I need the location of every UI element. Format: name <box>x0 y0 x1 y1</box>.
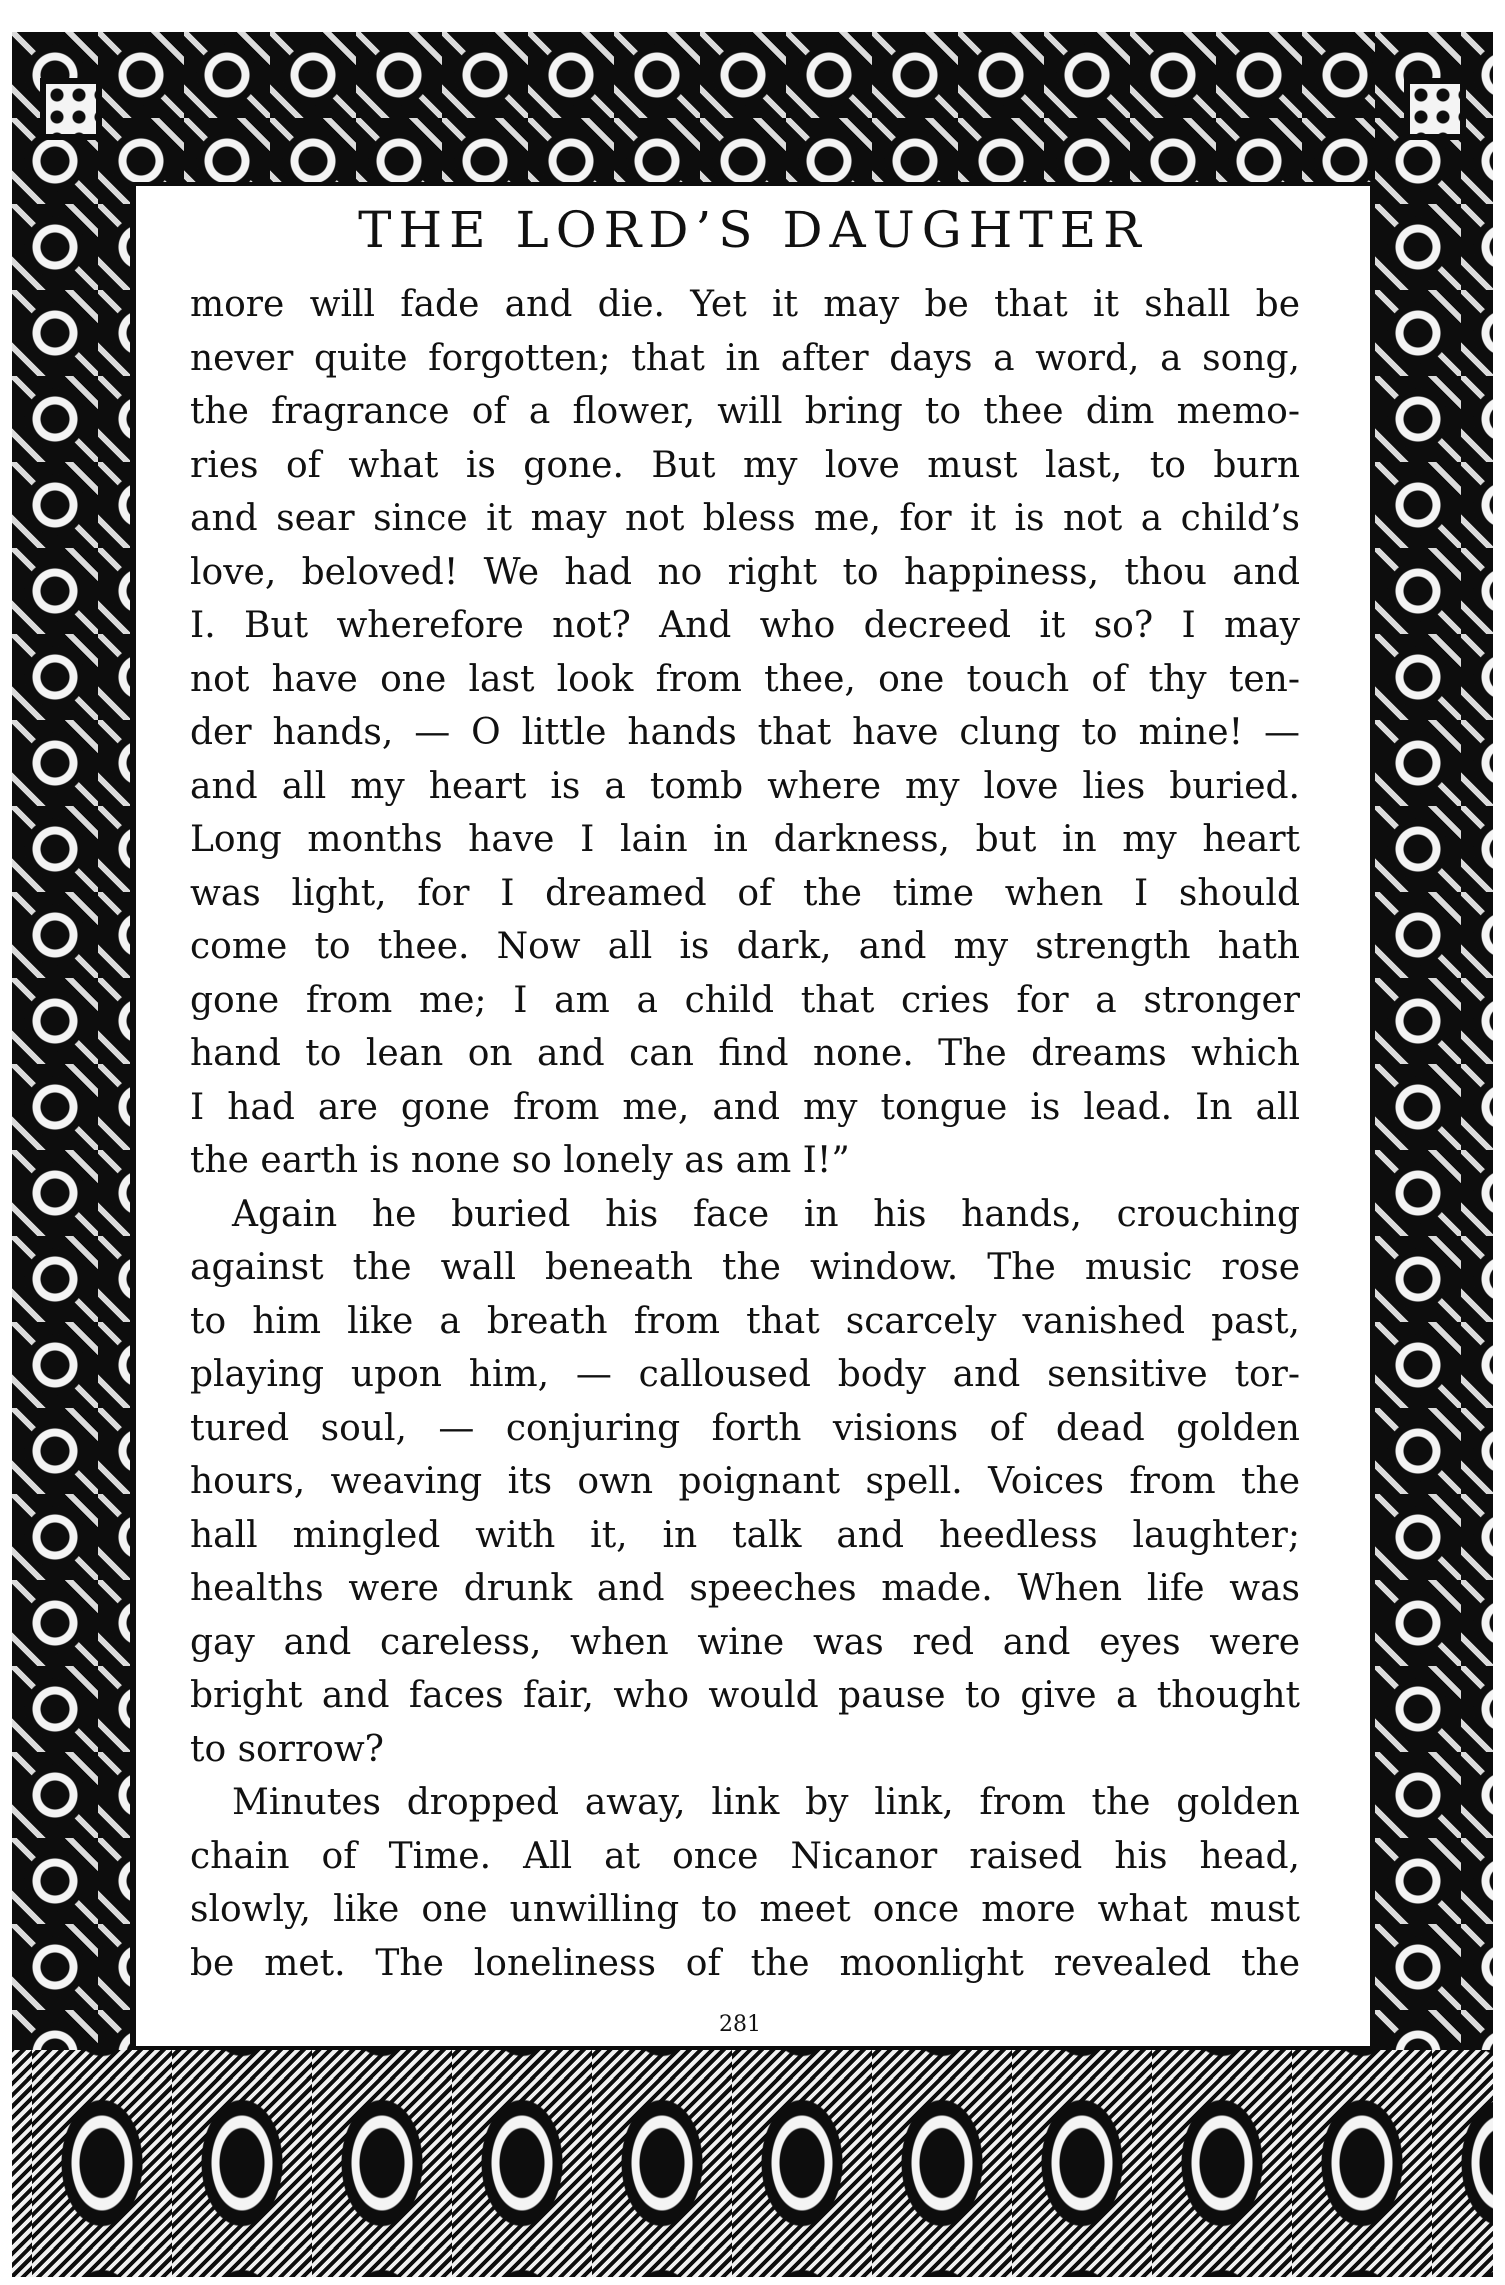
text-line: more will fade and die. Yet it may be that it shall be <box>190 284 1300 325</box>
text-line: tured soul, — conjuring forth visions of dead golden <box>190 1407 1300 1449</box>
text-line: Minutes dropped away, link by link, from the golden <box>232 1782 1300 1823</box>
ornamental-border-left <box>12 32 130 2277</box>
text-line: the earth is none so lonely as am I!” <box>190 1140 850 1181</box>
text-line: love, beloved! We had no right to happiness, thou and <box>190 551 1300 593</box>
text-line: not have one last look from thee, one touch of thy ten- <box>190 658 1300 700</box>
text-line: I had are gone from me, and my tongue is lead. In all <box>190 1086 1300 1128</box>
text-line: I. But wherefore not? And who decreed it so? I may <box>190 605 1300 646</box>
text-line: hall mingled with it, in talk and heedless laughter; <box>190 1514 1300 1556</box>
text-line: the fragrance of a flower, will bring to thee dim memo- <box>190 391 1300 432</box>
text-line: playing upon him, — calloused body and sensitive tor- <box>190 1354 1300 1395</box>
text-line: chain of Time. All at once Nicanor raised his head, <box>190 1835 1300 1877</box>
text-line: and all my heart is a tomb where my love lies buried. <box>190 765 1300 807</box>
text-line: and sear since it may not bless me, for it is not a child’s <box>190 498 1300 539</box>
text-line: to sorrow? <box>190 1728 384 1770</box>
text-line: against the wall beneath the window. The music rose <box>190 1247 1300 1288</box>
text-line: bright and faces fair, who would pause to give a thought <box>190 1675 1300 1716</box>
text-line: hand to lean on and can find none. The dreams which <box>190 1033 1300 1074</box>
text-line: gay and careless, when wine was red and eyes were <box>190 1621 1300 1663</box>
body-text <box>190 278 1300 1990</box>
corner-ornament-icon <box>1404 78 1466 140</box>
ornamental-border-bottom <box>12 2050 1493 2277</box>
ornamental-border-top <box>12 32 1493 182</box>
text-line: Long months have I lain in darkness, but in my heart <box>190 819 1300 860</box>
text-line: slowly, like one unwilling to meet once more what must <box>190 1889 1300 1930</box>
text-line: Again he buried his face in his hands, crouching <box>232 1193 1300 1235</box>
text-line: gone from me; I am a child that cries for a stronger <box>190 979 1300 1021</box>
text-line: come to thee. Now all is dark, and my strength hath <box>190 926 1300 967</box>
text-line: ries of what is gone. But my love must last, to burn <box>190 444 1300 486</box>
ornamental-border-right <box>1375 32 1493 2277</box>
text-line: der hands, — O little hands that have clung to mine! — <box>190 712 1300 753</box>
text-line: be met. The loneliness of the moonlight revealed the <box>190 1942 1300 1984</box>
text-line: healths were drunk and speeches made. When life was <box>190 1568 1300 1609</box>
running-head: THE LORD’S DAUGHTER <box>358 201 1148 259</box>
text-line: was light, for I dreamed of the time when I should <box>190 872 1300 914</box>
page-number: 281 <box>700 2012 780 2038</box>
text-line: never quite forgotten; that in after days a word, a song, <box>190 337 1300 379</box>
text-line: to him like a breath from that scarcely vanished past, <box>190 1300 1300 1342</box>
corner-ornament-icon <box>40 78 102 140</box>
text-line: hours, weaving its own poignant spell. Voices from the <box>190 1461 1300 1502</box>
